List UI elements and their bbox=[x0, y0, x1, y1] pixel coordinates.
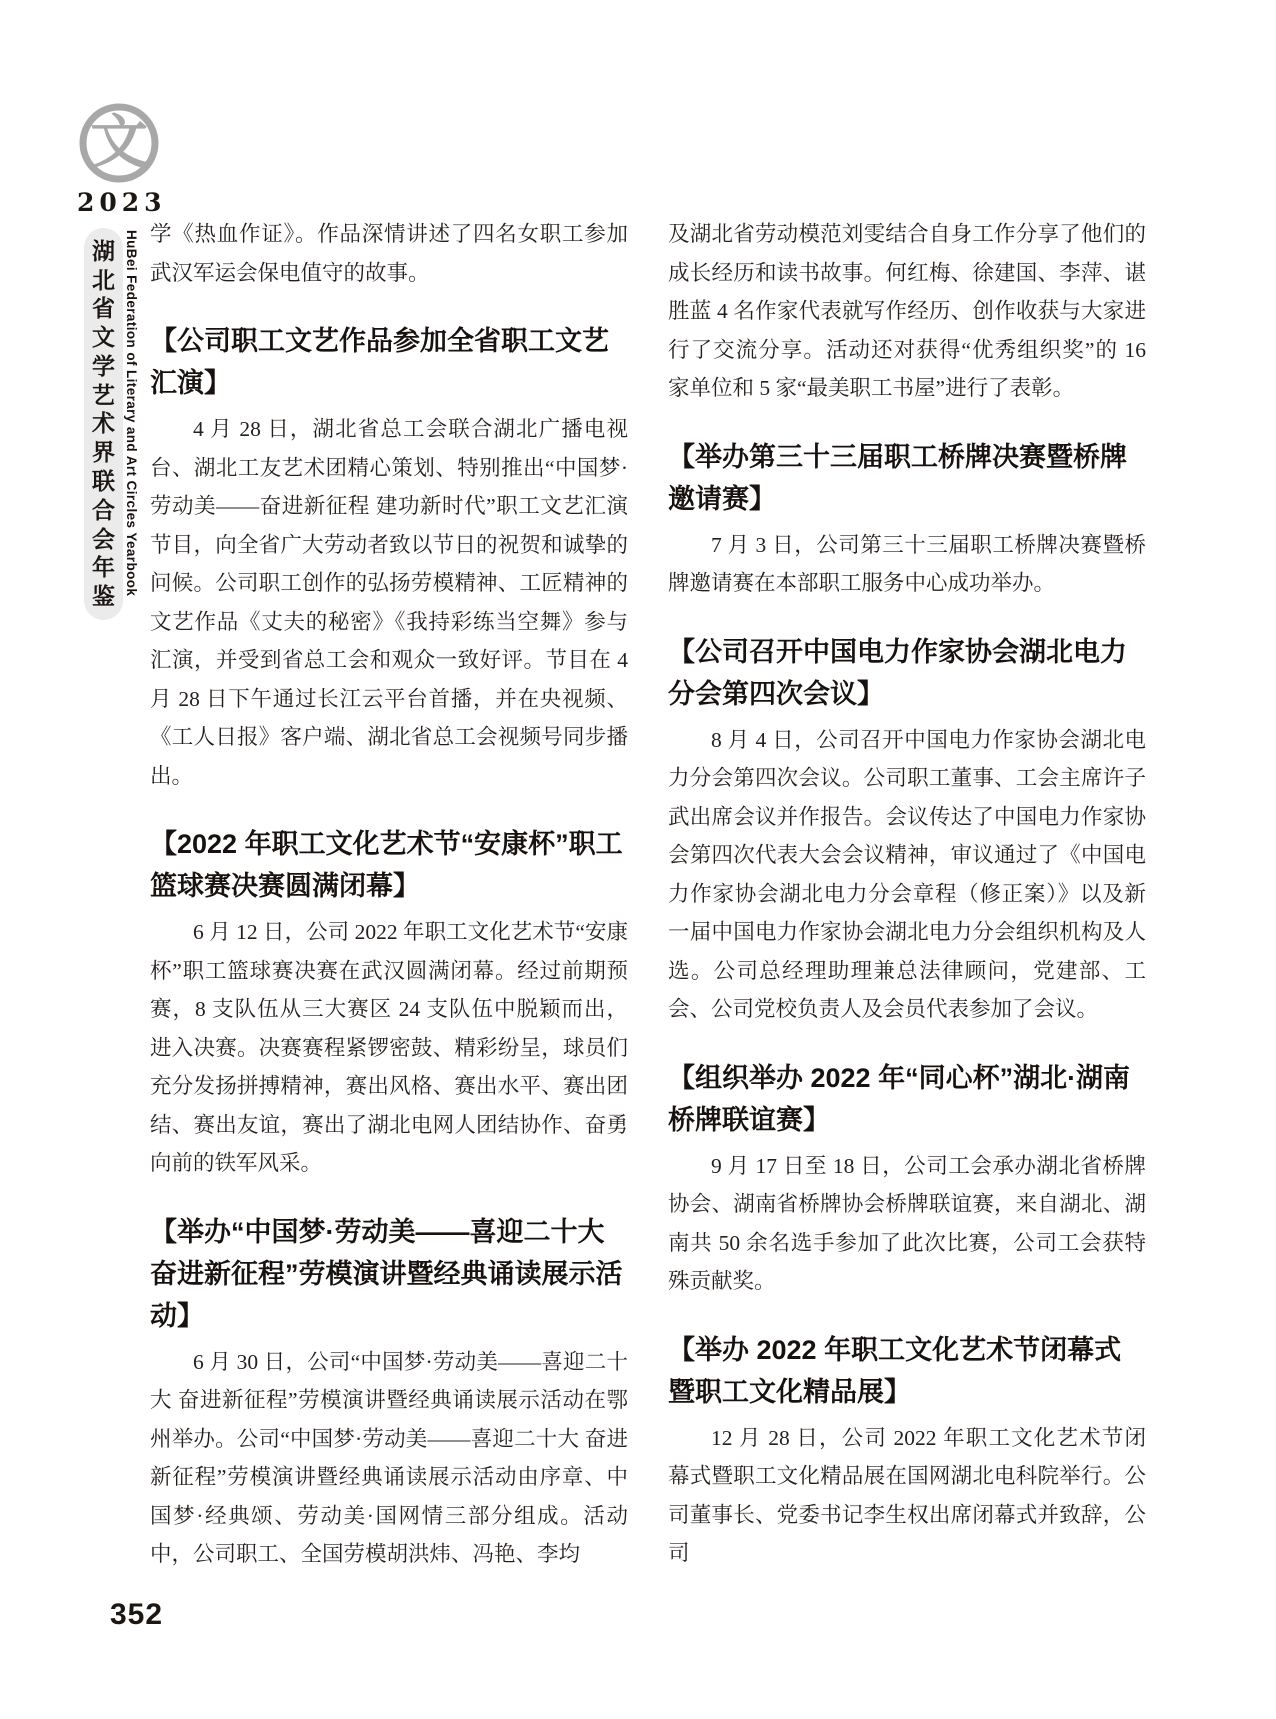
federation-logo-icon bbox=[76, 100, 162, 186]
entry-body: 及湖北省劳动模范刘雯结合自身工作分享了他们的成长经历和读书故事。何红梅、徐建国、李萍、谌胜蓝 4 名作家代表就写作经历、创作收获与大家进行了交流分享。活动还对获得“优秀组织奖”的 16 家单位和 5 家“最美职工书屋”进行了表彰。 bbox=[668, 222, 1146, 400]
sidebar-char: 文 bbox=[92, 325, 115, 351]
yearbook-entry bbox=[668, 215, 1146, 408]
page-number: 352 bbox=[110, 1598, 164, 1631]
yearbook-entry bbox=[150, 320, 628, 795]
sidebar-title-cn bbox=[84, 228, 123, 620]
sidebar-char: 术 bbox=[92, 411, 115, 437]
yearbook-entry bbox=[150, 215, 628, 292]
entry-title: 【公司召开中国电力作家协会湖北电力分会第四次会议】 bbox=[668, 636, 1127, 709]
yearbook-entry bbox=[150, 823, 628, 1183]
entry-body: 学《热血作证》。作品深情讲述了四名女职工参加武汉军运会保电值守的故事。 bbox=[150, 222, 628, 285]
sidebar-char: 省 bbox=[92, 296, 115, 322]
entry-title: 【举办 2022 年职工文化艺术节闭幕式暨职工文化精品展】 bbox=[668, 1334, 1122, 1407]
sidebar-char: 合 bbox=[92, 497, 115, 523]
sidebar-title-en: HuBei Federation of Literary and Art Circles Yearbook bbox=[124, 230, 139, 597]
sidebar-char: 湖 bbox=[92, 238, 115, 264]
yearbook-entry bbox=[668, 1329, 1146, 1573]
sidebar-char: 联 bbox=[92, 469, 115, 495]
entry-body: 6 月 30 日，公司“中国梦·劳动美——喜迎二十大 奋进新征程”劳模演讲暨经典诵读展示活动在鄂州举办。公司“中国梦·劳动美——喜迎二十大 奋进新征程”劳模演讲暨经典诵读展示活动由序章、中国梦·经典颂、劳动美·国网情三部分组成。活动中，公司职工、全国劳模胡洪炜、冯艳、李均 bbox=[150, 1349, 628, 1566]
sidebar-char: 界 bbox=[92, 440, 115, 466]
sidebar-char: 鉴 bbox=[92, 584, 115, 610]
entry-body: 9 月 17 日至 18 日，公司工会承办湖北省桥牌协会、湖南省桥牌协会桥牌联谊赛，来自湖北、湖南共 50 余名选手参加了此次比赛，公司工会获特殊贡献奖。 bbox=[668, 1153, 1146, 1293]
yearbook-entry bbox=[668, 631, 1146, 1029]
entry-body: 8 月 4 日，公司召开中国电力作家协会湖北电力分会第四次会议。公司职工董事、工会主席许子武出席会议并作报告。会议传达了中国电力作家协会第四次代表大会会议精神，审议通过了《中国电力作家协会湖北电力分会章程（修正案）》以及新一届中国电力作家协会湖北电力分会组织机构及人选。公司总经理助理兼总法律顾问，党建部、工会、公司党校负责人及会员代表参加了会议。 bbox=[668, 727, 1146, 1021]
entry-title: 【公司职工文艺作品参加全省职工文艺汇演】 bbox=[150, 326, 609, 398]
yearbook-entry bbox=[150, 1211, 628, 1574]
brand-block bbox=[72, 100, 166, 217]
right-column bbox=[668, 215, 1146, 1573]
entry-body: 4 月 28 日，湖北省总工会联合湖北广播电视台、湖北工友艺术团精心策划、特别推出“中国梦·劳动美——奋进新征程 建功新时代”职工文艺汇演节目，向全省广大劳动者致以节日的祝贺和诚挚的问候。公司职工创作的弘扬劳模精神、工匠精神的文艺作品《丈夫的秘密》《我持彩练当空舞》参与汇演，并受到省总工会和观众一致好评。节目在 4 月 28 日下午通过长江云平台首播，并在央视频、《工人日报》客户端、湖北省总工会视频号同步播出。 bbox=[150, 417, 628, 788]
entry-body: 7 月 3 日，公司第三十三届职工桥牌决赛暨桥牌邀请赛在本部职工服务中心成功举办。 bbox=[668, 532, 1146, 595]
svg-text:文: 文 bbox=[89, 110, 149, 175]
entry-title: 【2022 年职工文化艺术节“安康杯”职工篮球赛决赛圆满闭幕】 bbox=[150, 829, 623, 901]
entry-title: 【举办第三十三届职工桥牌决赛暨桥牌邀请赛】 bbox=[668, 441, 1127, 514]
sidebar-char: 会 bbox=[92, 526, 115, 552]
sidebar-char: 学 bbox=[92, 353, 115, 379]
edition-year: 2023 bbox=[77, 188, 167, 217]
sidebar-char: 艺 bbox=[92, 382, 115, 408]
sidebar-char: 年 bbox=[92, 555, 115, 581]
entry-title: 【举办“中国梦·劳动美——喜迎二十大 奋进新征程”劳模演讲暨经典诵读展示活动】 bbox=[150, 1216, 623, 1331]
sidebar-char: 北 bbox=[92, 267, 115, 293]
left-column bbox=[150, 215, 628, 1574]
yearbook-entry bbox=[668, 1057, 1146, 1301]
entry-body: 12 月 28 日，公司 2022 年职工文化艺术节闭幕式暨职工文化精品展在国网湖北电科院举行。公司董事长、党委书记李生权出席闭幕式并致辞，公司 bbox=[668, 1425, 1146, 1565]
entry-title: 【组织举办 2022 年“同心杯”湖北·湖南桥牌联谊赛】 bbox=[668, 1062, 1131, 1135]
yearbook-entry bbox=[668, 436, 1146, 603]
entry-body: 6 月 12 日，公司 2022 年职工文化艺术节“安康杯”职工篮球赛决赛在武汉圆满闭幕。经过前期预赛，8 支队伍从三大赛区 24 支队伍中脱颖而出，进入决赛。决赛赛程紧锣密鼓、精彩纷呈，球员们充分发扬拼搏精神，赛出风格、赛出水平、赛出团结、赛出友谊，赛出了湖北电网人团结协作、奋勇向前的铁军风采。 bbox=[150, 920, 628, 1175]
